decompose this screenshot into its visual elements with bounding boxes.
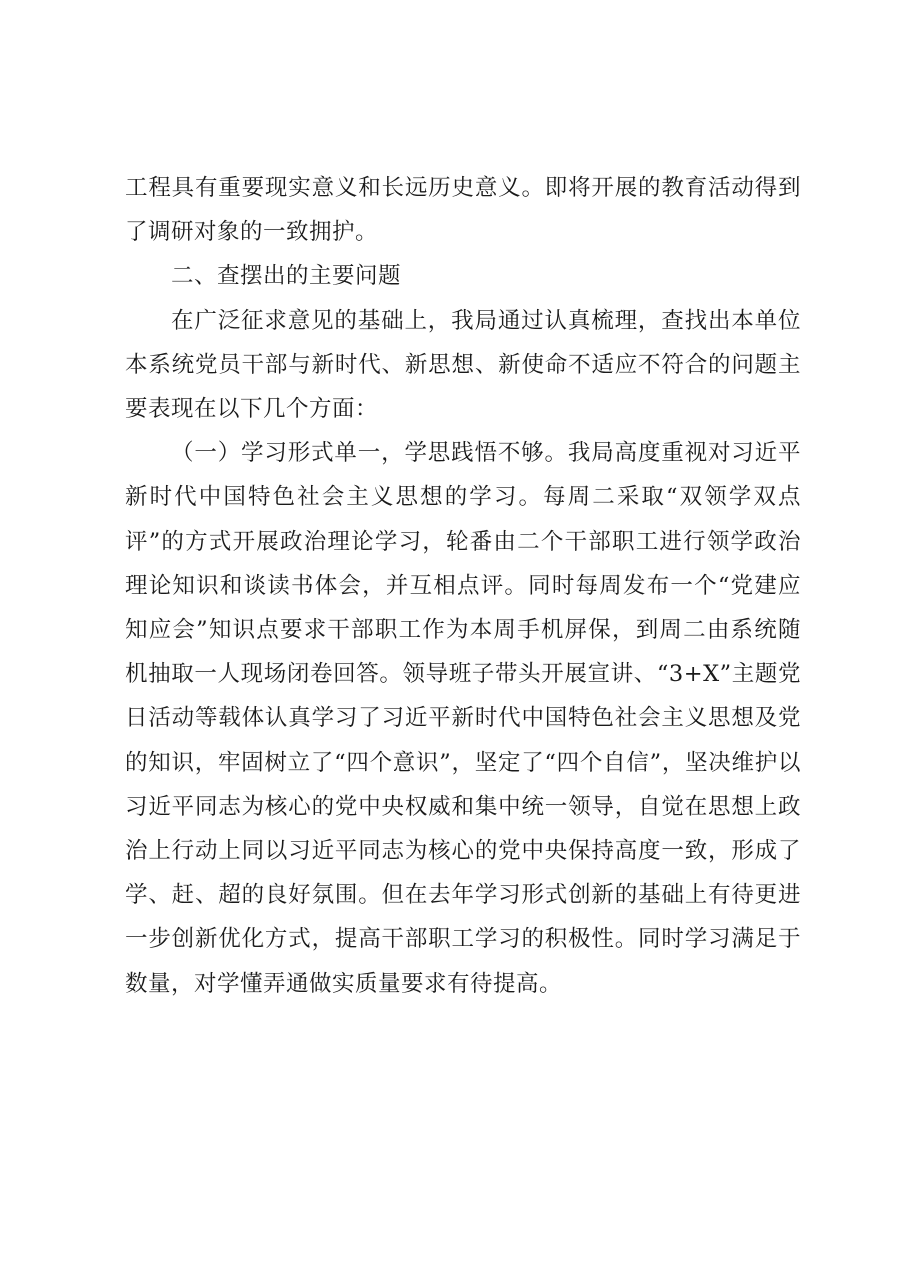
paragraph-intro: 在广泛征求意见的基础上，我局通过认真梳理，查找出本单位本系统党员干部与新时代、新思想、新使命不适应不符合的问题主要表现在以下几个方面：	[125, 307, 801, 423]
document-page	[125, 166, 801, 1006]
paragraph-item-1: （一）学习形式单一，学思践悟不够。我局高度重视对习近平新时代中国特色社会主义思想的学习。每周二采取“双领学双点评”的方式开展政治理论学习，轮番由二个干部职工进行领学政治理论知识和谈读书体会，并互相点评。同时每周发布一个“党建应知应会”知识点要求干部职工作为本周手机屏保，到周二由系统随机抽取一人现场闭卷回答。领导班子带头开展宣讲、“3+X”主题党日活动等载体认真学习了习近平新时代中国特色社会主义思想及党的知识，牢固树立了“四个意识”，坚定了“四个自信”，坚决维护以习近平同志为核心的党中央权威和集中统一领导，自觉在思想上政治上行动上同以习近平同志为核心的党中央保持高度一致，形成了学、赶、超的良好氛围。但在去年学习形式创新的基础上有待更进一步创新优化方式，提高干部职工学习的积极性。同时学习满足于数量，对学懂弄通做实质量要求有待提高。	[125, 440, 801, 997]
section-heading: 二、查摆出的主要问题	[171, 263, 402, 290]
paragraph-continuation: 工程具有重要现实意义和长远历史意义。即将开展的教育活动得到了调研对象的一致拥护。	[125, 175, 801, 246]
